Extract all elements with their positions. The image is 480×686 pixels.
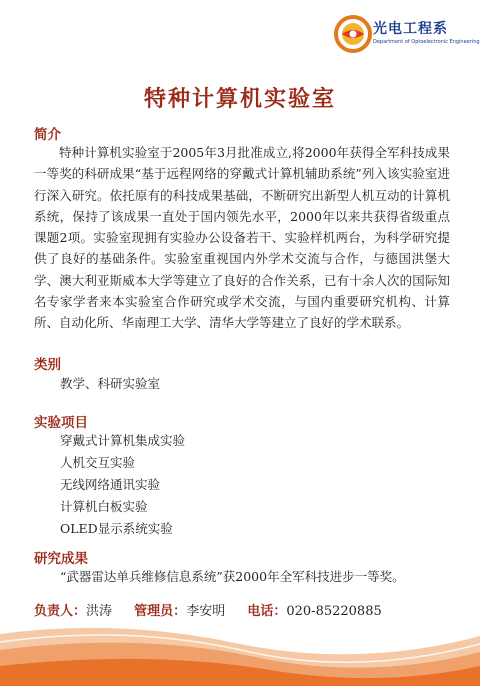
project-item: 计算机白板实验 <box>60 499 148 514</box>
department-emblem-icon <box>333 14 373 54</box>
leader-name: 洪涛 <box>86 604 113 619</box>
project-item: 人机交互实验 <box>60 455 136 470</box>
results-text: “武器雷达单兵维修信息系统”获2000年全军科技进步一等奖。 <box>60 569 405 584</box>
phone-number: 020-85220885 <box>286 604 382 619</box>
project-item: 无线网络通讯实验 <box>60 477 161 492</box>
projects-heading: 实验项目 <box>34 415 88 431</box>
page-title: 特种计算机实验室 <box>143 86 336 112</box>
admin-label: 管理员： <box>134 604 187 619</box>
project-item: OLED显示系统实验 <box>60 521 173 536</box>
category-text: 教学、科研实验室 <box>60 376 161 391</box>
project-item: 穿戴式计算机集成实验 <box>60 433 186 448</box>
department-logo <box>333 12 480 62</box>
leader-label: 负责人： <box>34 604 87 619</box>
category-heading: 类别 <box>34 357 61 373</box>
logo-name-cn: 光电工程系 <box>373 21 448 37</box>
results-heading: 研究成果 <box>34 551 88 567</box>
phone-label: 电话： <box>247 604 287 619</box>
logo-name-en: Department of Optoelectronic Engineering <box>373 39 480 45</box>
admin-name: 李安明 <box>186 604 226 619</box>
intro-heading: 简介 <box>34 127 61 143</box>
intro-paragraph: 特种计算机实验室于2005年3月批准成立,将2000年获得全军科技成果一等奖的科研成果“基于远程网络的穿戴式计算机辅助系统”列入该实验室进行深入研究。依托原有的科技成果基础，不断研究出新型人机互动的计算机系统，保持了该成果一直处于国内领先水平，2000年以来共获得省级重点课题2项。实验室现拥有实验办公设备若干、实验样机两台，为科学研究提供了良好的基础条件。实验室重视国内外学术交流与合作，与德国洪堡大学、澳大利亚斯威本大学等建立了良好的合作关系，已有十余人次的国际知名专家学者来本实验室合作研究或学术交流，与国内重要研究机构、计算所、自动化所、华南理工大学、清华大学等建立了良好的学术联系。 <box>34 145 450 331</box>
decorative-wave <box>0 606 480 686</box>
